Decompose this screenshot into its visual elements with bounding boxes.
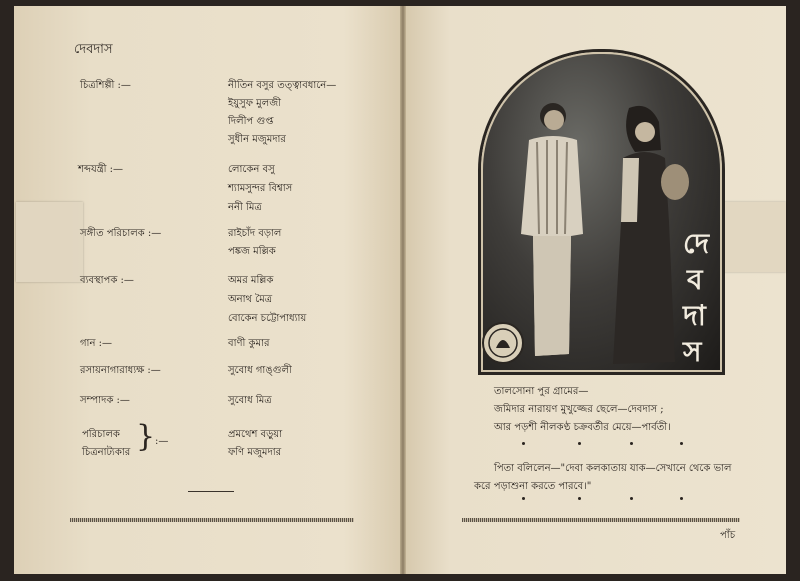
credit-name: সুবোধ মিত্র <box>228 395 272 406</box>
credit-name: সুধীন মজুমদার <box>228 134 286 145</box>
title-art-char: দে <box>683 227 710 260</box>
ornament-dot <box>680 497 683 500</box>
book-spine <box>400 6 406 574</box>
credit-name: অমর মল্লিক <box>228 275 274 286</box>
title-art-char: দা <box>683 299 706 332</box>
credit-role: সঙ্গীত পরিচালক :— <box>80 228 162 239</box>
credit-name: রাইচাঁদ বড়াল <box>228 228 282 239</box>
decorative-rule-left <box>70 518 354 522</box>
ornament-dot <box>680 442 683 445</box>
credit-name: পঙ্কজ মল্লিক <box>228 246 276 257</box>
page-number: পাঁচ <box>720 530 736 541</box>
tape-strip-right <box>720 202 786 272</box>
credit-name: বোকেন চট্টোপাধ্যায় <box>228 313 307 324</box>
left-page <box>14 6 402 574</box>
credit-name: লোকেন বসু <box>228 164 275 175</box>
title-art-char: স <box>683 335 702 368</box>
ornament-dot <box>522 442 525 445</box>
credit-role: পরিচালক <box>82 429 120 440</box>
ornament-dot <box>522 497 525 500</box>
credit-role: চিত্রশিল্পী :— <box>80 80 131 91</box>
credit-name: দিলীপ গুপ্ত <box>228 116 274 127</box>
short-divider <box>188 491 234 492</box>
credit-name: শ্যামসুন্দর বিশ্বাস <box>228 183 293 194</box>
brace-symbol: } <box>136 419 156 454</box>
credit-role: সম্পাদক :— <box>80 395 130 406</box>
credit-name: ইয়ুসুফ মুলজী <box>228 98 281 109</box>
credit-role: শব্দযন্ত্রী :— <box>78 164 124 175</box>
credit-name: নীতিন বসুর তত্ত্বাবধানে— <box>228 80 337 91</box>
credit-dash: :— <box>155 436 169 447</box>
credit-name: সুবোধ গাঙ্গুলী <box>228 365 292 376</box>
credit-role: চিত্রনাট্যকার <box>82 447 131 458</box>
credit-name: প্রমথেশ বড়ুয়া <box>228 429 283 440</box>
ornament-dot <box>578 497 581 500</box>
tape-strip-left <box>16 202 83 282</box>
decorative-rule-right <box>462 518 740 522</box>
ornament-dot <box>630 442 633 445</box>
quote-line: পিতা বলিলেন—"দেবা কলকাতায় যাক—সেখানে থেকে ভাল <box>494 463 732 474</box>
woman-figure-illustration <box>599 102 691 368</box>
ornament-dot <box>630 497 633 500</box>
credit-role: রসায়নাগারাধ্যক্ষ :— <box>80 365 161 376</box>
credit-name: ফণি মজুমদার <box>228 447 282 458</box>
credit-role: ব্যবস্থাপক :— <box>80 275 134 286</box>
page-header: দেবদাস <box>74 42 113 57</box>
title-art-char: ব <box>687 263 703 296</box>
credit-name: বাণী কুমার <box>228 338 270 349</box>
credit-name: ননী মিত্র <box>228 202 262 213</box>
intro-line: আর পড়শী নীলকণ্ঠ চক্রবর্তীর মেয়ে—পার্বতী। <box>494 422 671 433</box>
quote-line: করে পড়াশুনা করতে পারবে।" <box>474 481 592 492</box>
ornament-dot <box>578 442 581 445</box>
intro-line: জমিদার নারায়ণ মুখুজ্জের ছেলে—দেবদাস ; <box>494 404 664 415</box>
intro-line: তালসোনা পুর গ্রামের— <box>494 386 589 397</box>
credit-role: গান :— <box>80 338 112 349</box>
credit-name: অনাথ মৈত্র <box>228 294 273 305</box>
emblem-seal-icon <box>482 322 524 364</box>
